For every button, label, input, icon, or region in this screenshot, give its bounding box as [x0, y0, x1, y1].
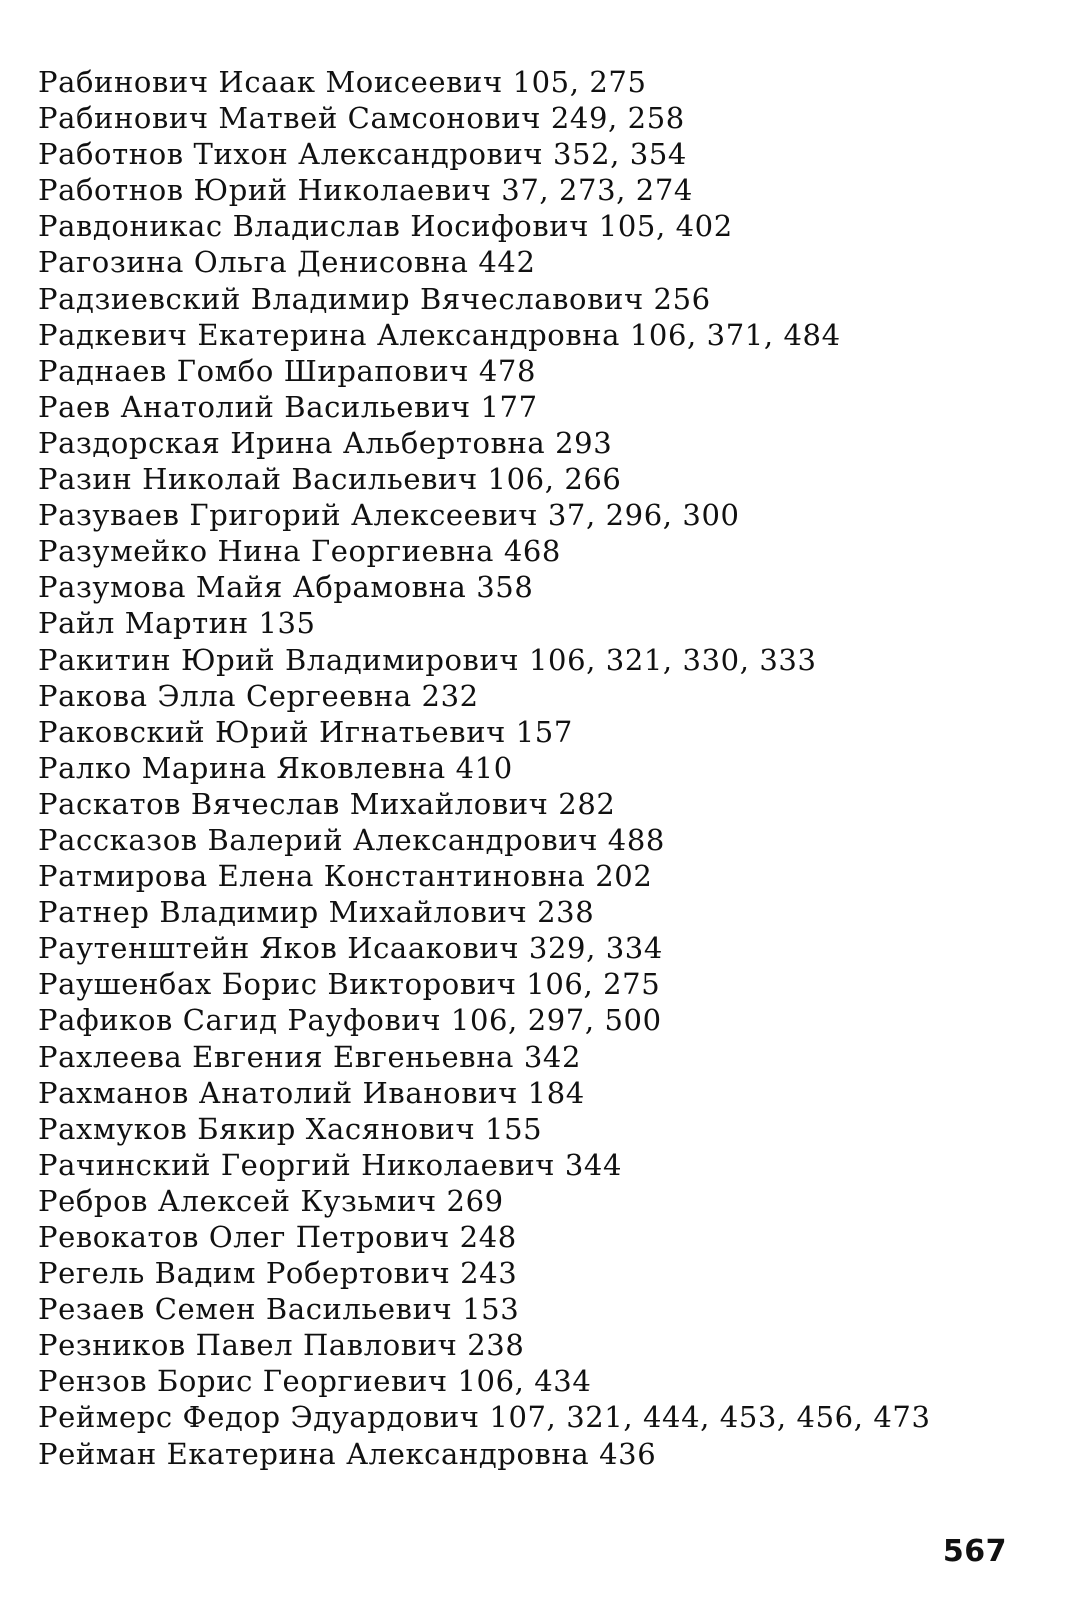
index-entry: Ракитин Юрий Владимирович 106, 321, 330, 333	[38, 642, 817, 677]
index-entry: Резаев Семен Васильевич 153	[38, 1292, 520, 1327]
index-entry: Ревокатов Олег Петрович 248	[38, 1220, 517, 1254]
index-entry: Рабинович Исаак Моисеевич 105, 275	[38, 65, 647, 99]
index-entry: Раднаев Гомбо Ширапович 478	[38, 353, 536, 388]
index-entry: Реймерс Федор Эдуардович 107, 321, 444, 453, 456, 473	[38, 1400, 931, 1435]
index-entry: Рафиков Сагид Рауфович 106, 297, 500	[38, 1003, 662, 1038]
index-entry: Ракова Элла Сергеевна 232	[38, 678, 479, 713]
index-entry: Работнов Юрий Николаевич 37, 273, 274	[38, 173, 693, 208]
index-entry: Рензов Борис Георгиевич 106, 434	[38, 1364, 592, 1399]
index-entry: Раев Анатолий Васильевич 177	[38, 389, 538, 424]
name-index-list	[38, 64, 1038, 1472]
index-entry: Раушенбах Борис Викторович 106, 275	[38, 967, 661, 1002]
index-entry: Райл Мартин 135	[38, 606, 316, 641]
index-entry: Рейман Екатерина Александровна 436	[38, 1436, 657, 1471]
index-entry: Резников Павел Павлович 238	[38, 1328, 525, 1363]
index-entry: Рассказов Валерий Александрович 488	[38, 822, 665, 857]
index-entry: Рахманов Анатолий Иванович 184	[38, 1075, 585, 1110]
index-entry: Регель Вадим Робертович 243	[38, 1256, 518, 1291]
index-entry: Рачинский Георгий Николаевич 344	[38, 1147, 623, 1182]
index-entry: Равдоникас Владислав Иосифович 105, 402	[38, 209, 733, 244]
index-entry: Рабинович Матвей Самсонович 249, 258	[38, 101, 685, 136]
index-entry: Ратнер Владимир Михайлович 238	[38, 895, 595, 930]
index-entry: Радзиевский Владимир Вячеславович 256	[38, 281, 711, 316]
index-entry: Ралко Марина Яковлевна 410	[38, 750, 513, 785]
index-entry: Рахмуков Бякир Хасянович 155	[38, 1111, 543, 1146]
index-entry: Рахлеева Евгения Евгеньевна 342	[38, 1039, 582, 1074]
page-number: 567	[942, 1534, 1007, 1569]
index-entry: Разумейко Нина Георгиевна 468	[38, 534, 561, 569]
index-entry: Раковский Юрий Игнатьевич 157	[38, 714, 573, 749]
index-entry: Разуваев Григорий Алексеевич 37, 296, 300	[38, 498, 740, 533]
index-entry: Работнов Тихон Александрович 352, 354	[38, 137, 687, 172]
index-entry: Радкевич Екатерина Александровна 106, 371, 484	[38, 317, 841, 352]
index-entry: Раскатов Вячеслав Михайлович 282	[38, 786, 616, 821]
index-entry: Раздорская Ирина Альбертовна 293	[38, 425, 613, 460]
index-entry: Раутенштейн Яков Исаакович 329, 334	[38, 931, 663, 966]
index-entry: Разин Николай Васильевич 106, 266	[38, 462, 622, 497]
index-entry: Рагозина Ольга Денисовна 442	[38, 245, 536, 280]
index-entry: Ратмирова Елена Константиновна 202	[38, 859, 653, 894]
index-entry: Ребров Алексей Кузьмич 269	[38, 1183, 504, 1218]
index-entry: Разумова Майя Абрамовна 358	[38, 570, 534, 605]
